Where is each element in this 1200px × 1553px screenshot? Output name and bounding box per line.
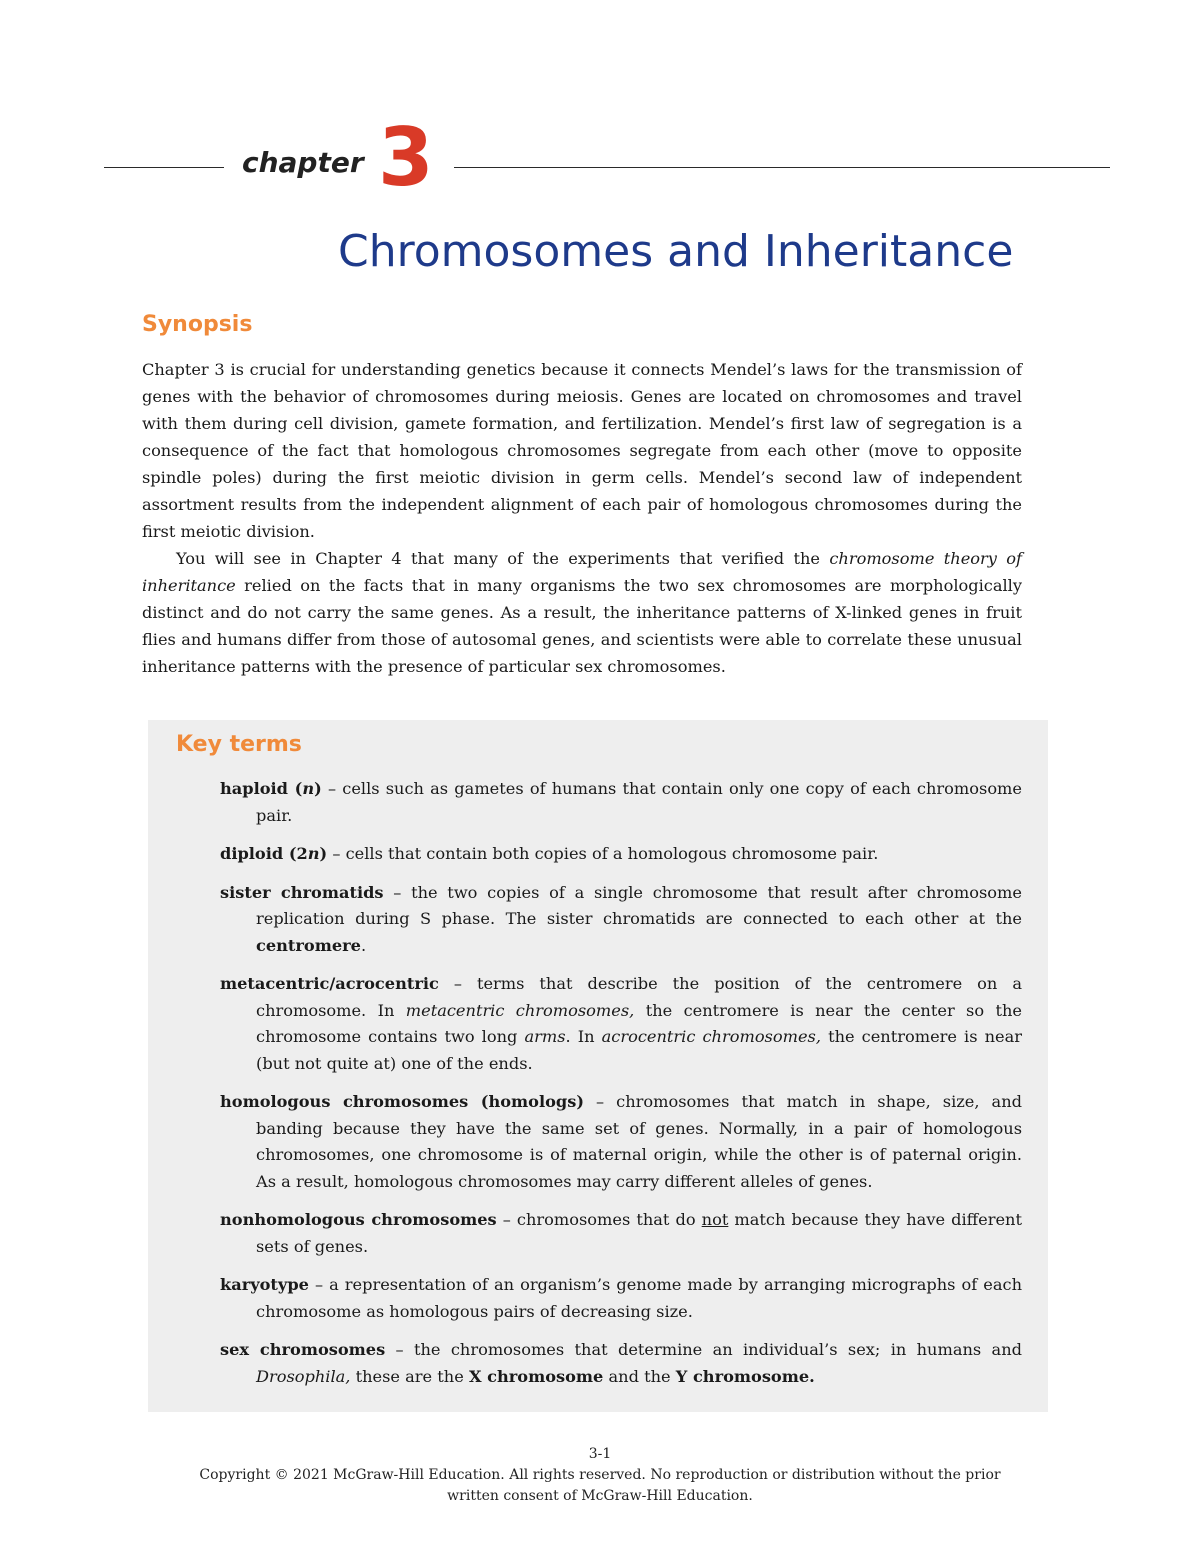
synopsis-body <box>142 356 1022 680</box>
term-sister-chromatids: sister chromatids – the two copies of a single chromosome that result after chromosome replication during S phase. The sister chromatids are connected to each other at the centromere. <box>220 882 1022 955</box>
chapter-header <box>0 111 1200 210</box>
chapter-label: chapter <box>242 146 364 179</box>
copyright-line-1: Copyright © 2021 McGraw-Hill Education. All rights reserved. No reproduction or distribution without the prior <box>199 1467 1001 1483</box>
chapter-number: 3 <box>378 111 434 204</box>
term-nonhomologous-chromosomes: nonhomologous chromosomes – chromosomes that do not match because they have different sets of genes. <box>220 1210 1022 1256</box>
synopsis-paragraph-2: You will see in Chapter 4 that many of the experiments that verified the chromosome theory of inheritance relied on the facts that in many organisms the two sex chromosomes are morphologically distinct and do not carry the same genes. As a result, the inheritance patterns of X-linked genes in fruit flies and humans differ from those of autosomal genes, and scientists were able to correlate these unusual inheritance patterns with the presence of particular sex chromosomes. <box>142 549 1022 676</box>
page-footer <box>0 1444 1200 1507</box>
header-rule-left <box>104 167 224 168</box>
term-sex-chromosomes: sex chromosomes – the chromosomes that determine an individual’s sex; in humans and Drosophila, these are the X chromosome and the Y chromosome. <box>220 1340 1022 1386</box>
synopsis-heading: Synopsis <box>142 312 253 337</box>
page-number: 3-1 <box>588 1446 612 1462</box>
header-rule-right <box>454 167 1110 168</box>
term-haploid: haploid (n) – cells such as gametes of humans that contain only one copy of each chromosome pair. <box>220 779 1022 825</box>
term-karyotype: karyotype – a representation of an organism’s genome made by arranging micrographs of each chromosome as homologous pairs of decreasing size. <box>220 1275 1022 1321</box>
copyright-line-2: written consent of McGraw-Hill Education. <box>447 1488 753 1504</box>
synopsis-paragraph-1: Chapter 3 is crucial for understanding genetics because it connects Mendel’s laws for the transmission of genes with the behavior of chromosomes during meiosis. Genes are located on chromosomes and travel with them during cell division, gamete formation, and fertilization. Mendel’s first law of segregation is a consequence of the fact that homologous chromosomes segregate from each other (move to opposite spindle poles) during the first meiotic division in germ cells. Mendel’s second law of independent assortment results from the independent alignment of each pair of homologous chromosomes during the first meiotic division. <box>142 360 1022 541</box>
term-diploid: diploid (2n) – cells that contain both copies of a homologous chromosome pair. <box>220 844 879 863</box>
term-metacentric-acrocentric: metacentric/acrocentric – terms that describe the position of the centromere on a chromosome. In metacentric chromosomes, the centromere is near the center so the chromosome contains two long arms. In acrocentric chromosomes, the centromere is near (but not quite at) one of the ends. <box>220 974 1023 1073</box>
term-homologous-chromosomes: homologous chromosomes (homologs) – chromosomes that match in shape, size, and banding because they have the same set of genes. Normally, in a pair of homologous chromosomes, one chromosome is of maternal origin, while the other is of paternal origin. As a result, homologous chromosomes may carry different alleles of genes. <box>220 1092 1022 1191</box>
key-terms-list <box>220 776 1022 1402</box>
key-terms-heading: Key terms <box>176 732 302 757</box>
page-title: Chromosomes and Inheritance <box>338 226 1014 277</box>
emphasis-chromosome-theory: chromosome theory of inheritance <box>142 549 1022 595</box>
